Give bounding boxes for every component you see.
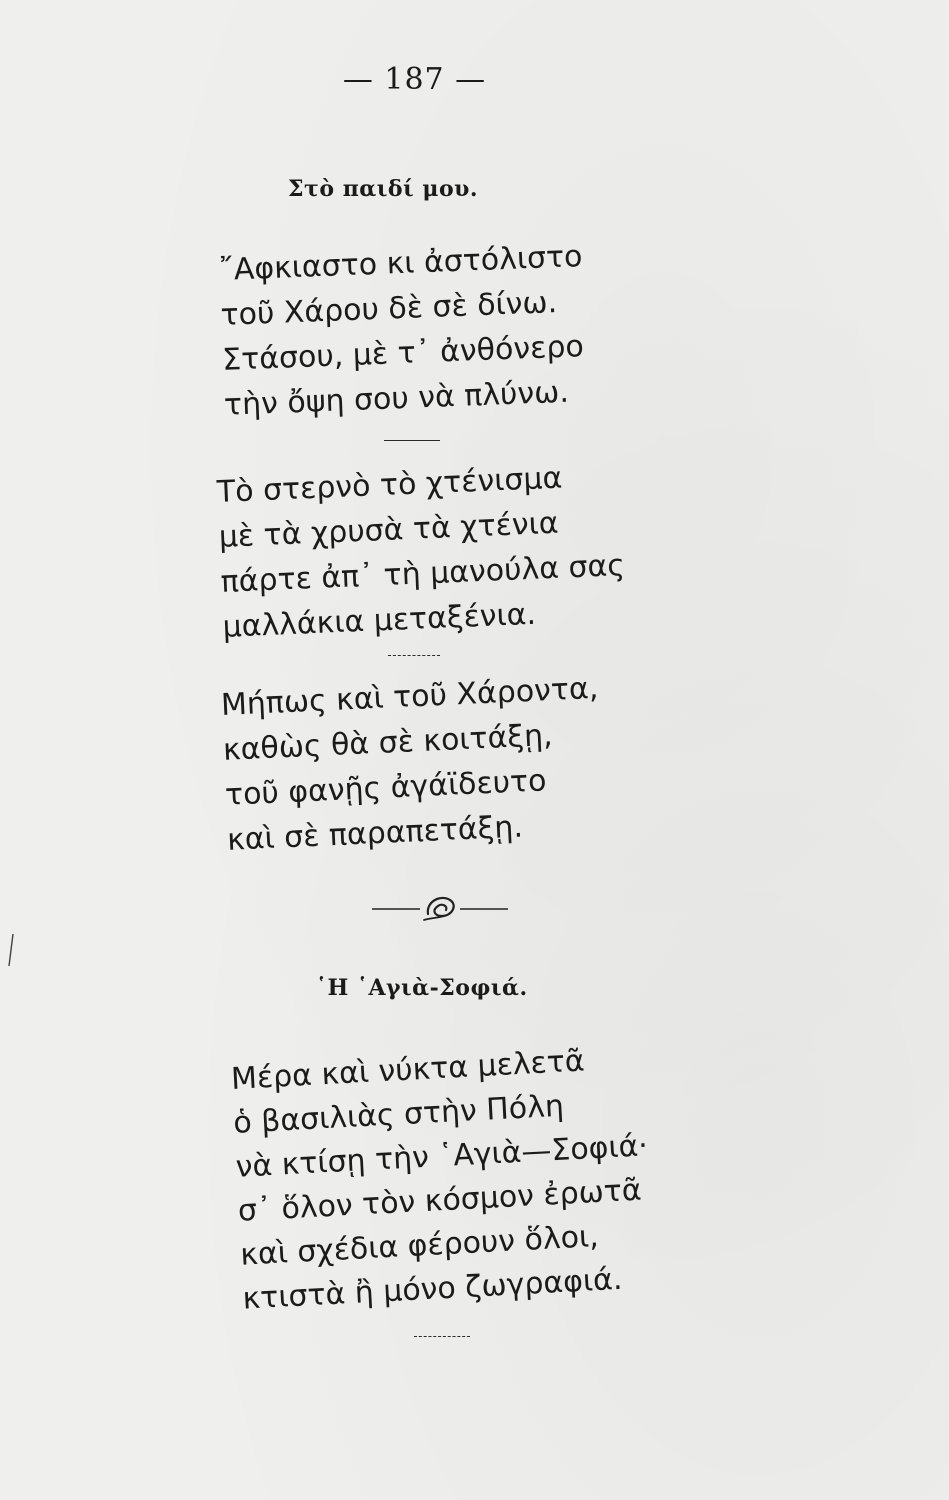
verse-line: μὲ τὰ χρυσὰ τὰ χτένια (218, 505, 560, 555)
poem-title-sto-paidi-mou: Στὸ παιδί μου. (288, 176, 479, 202)
stanza-divider (414, 1336, 470, 1337)
verse-line: σ᾽ ὅλον τὸν κόσμον ἐρωτᾶ (237, 1172, 643, 1229)
verse-line: καθὼς θὰ σὲ κοιτάξῃ, (222, 717, 554, 768)
verse-line: τὴν ὄψη σου νὰ πλύνω. (223, 374, 570, 423)
poem-2-stanza-1 (230, 1036, 656, 1321)
poem-1-stanza-3 (220, 666, 605, 863)
verse-line: νὰ κτίσῃ τὴν ῾Αγιὰ—Σοφιά· (234, 1128, 649, 1185)
verse-line: ῎Αφκιαστο κι ἀστόλιστο (218, 239, 584, 288)
verse-line: Μέρα καὶ νύκτα μελετᾶ (230, 1043, 586, 1097)
verse-line: Τὸ στερνὸ τὸ χτένισμα (216, 460, 563, 510)
fleuron-divider-icon (368, 890, 512, 926)
stanza-divider (384, 440, 440, 441)
verse-line: μαλλάκια μεταξένια. (221, 596, 537, 645)
verse-line: καὶ σὲ παραπετάξῃ. (226, 809, 524, 858)
poem-1-stanza-1 (218, 234, 588, 428)
stanza-divider (388, 655, 440, 656)
poem-1-stanza-2 (216, 453, 628, 650)
verse-line: τοῦ φανῇς ἀγάϊδευτο (224, 763, 548, 813)
poem-title-agia-sofia: ῾Η ῾Αγιὰ-Σοφιά. (316, 975, 528, 1001)
verse-line: κτιστὰ ἢ μόνο ζωγραφιά. (241, 1261, 624, 1317)
verse-line: πάρτε ἀπ᾽ τὴ μανούλα σας (219, 547, 626, 600)
verse-line: Μήπως καὶ τοῦ Χάροντα, (220, 670, 599, 723)
verse-line: καὶ σχέδια φέρουν ὅλοι, (239, 1218, 600, 1273)
verse-line: ὁ βασιλιὰς στὴν Πόλη (232, 1088, 565, 1141)
verse-line: τοῦ Χάρου δὲ σὲ δίνω. (219, 285, 558, 333)
verse-line: Στάσου, μὲ τ᾽ ἀνθόνερο (221, 329, 585, 378)
page-number: — 187 — (342, 62, 487, 97)
margin-mark (6, 932, 16, 968)
